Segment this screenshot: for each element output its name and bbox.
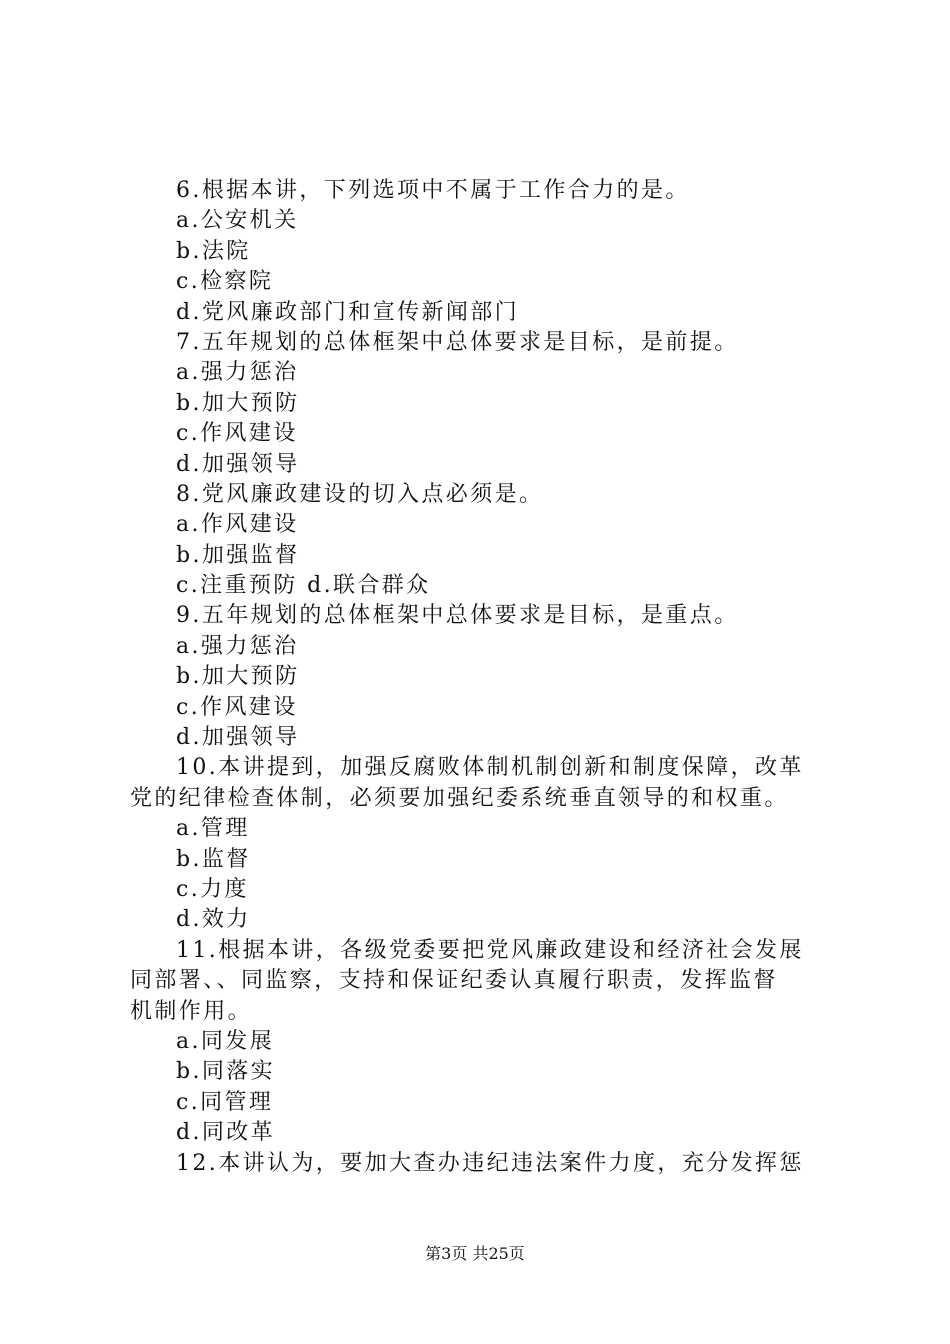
question-11-option-d: d.同改革 — [176, 1120, 276, 1146]
question-10-stem-line-2: 党的纪律检查体制，必须要加强纪委系统垂直领导的和权重。 — [130, 785, 789, 811]
question-9-stem: 9.五年规划的总体框架中总体要求是目标，是重点。 — [176, 603, 739, 629]
question-11-stem-line-2: 同部署、、同监察，支持和保证纪委认真履行职责，发挥监督 — [130, 968, 778, 994]
page-footer — [0, 1244, 950, 1264]
question-9-option-b: b.加大预防 — [176, 664, 300, 690]
question-11-option-b: b.同落实 — [176, 1059, 276, 1085]
question-7-option-d: d.加强领导 — [176, 451, 300, 477]
question-6-stem: 6.根据本讲，下列选项中不属于工作合力的是。 — [176, 178, 690, 203]
question-10-option-d: d.效力 — [176, 907, 251, 933]
question-7-option-b: b.加大预防 — [176, 390, 300, 416]
question-9-option-a: a.强力惩治 — [176, 633, 299, 659]
question-11-stem-line-3: 机制作用。 — [130, 998, 253, 1024]
question-12-stem-line-1: 12.本讲认为，要加大查办违纪违法案件力度，充分发挥惩 — [176, 1150, 804, 1176]
question-9-option-d: d.加强领导 — [176, 725, 300, 751]
question-8-option-a: a.作风建设 — [176, 512, 299, 538]
question-8-option-b: b.加强监督 — [176, 542, 300, 568]
question-7-option-a: a.强力惩治 — [176, 360, 299, 386]
question-6-option-b: b.法院 — [176, 238, 251, 264]
question-10-stem-line-1: 10.本讲提到，加强反腐败体制机制创新和制度保障，改革 — [176, 755, 804, 781]
question-6-option-d: d.党风廉政部门和宣传新闻部门 — [176, 299, 520, 325]
document-body — [130, 176, 830, 1179]
question-10-option-c: c.力度 — [176, 876, 249, 902]
question-11-option-c: c.同管理 — [176, 1089, 274, 1115]
question-8-option-cd: c.注重预防 d.联合群众 — [176, 573, 431, 599]
question-9-option-c: c.作风建设 — [176, 694, 298, 720]
question-7-option-c: c.作风建设 — [176, 421, 298, 447]
question-7-stem: 7.五年规划的总体框架中总体要求是目标，是前提。 — [176, 329, 739, 355]
question-10-option-a: a.管理 — [176, 816, 250, 842]
question-6-option-c: c.检察院 — [176, 269, 274, 295]
question-8-stem: 8.党风廉政建设的切入点必须是。 — [176, 481, 544, 507]
question-6-option-a: a.公安机关 — [176, 208, 299, 234]
question-10-option-b: b.监督 — [176, 846, 251, 872]
question-11-option-a: a.同发展 — [176, 1028, 275, 1054]
question-11-stem-line-1: 11.根据本讲，各级党委要把党风廉政建设和经济社会发展 — [176, 937, 804, 963]
page-number-label: 第3页 共25页 — [425, 1244, 525, 1263]
